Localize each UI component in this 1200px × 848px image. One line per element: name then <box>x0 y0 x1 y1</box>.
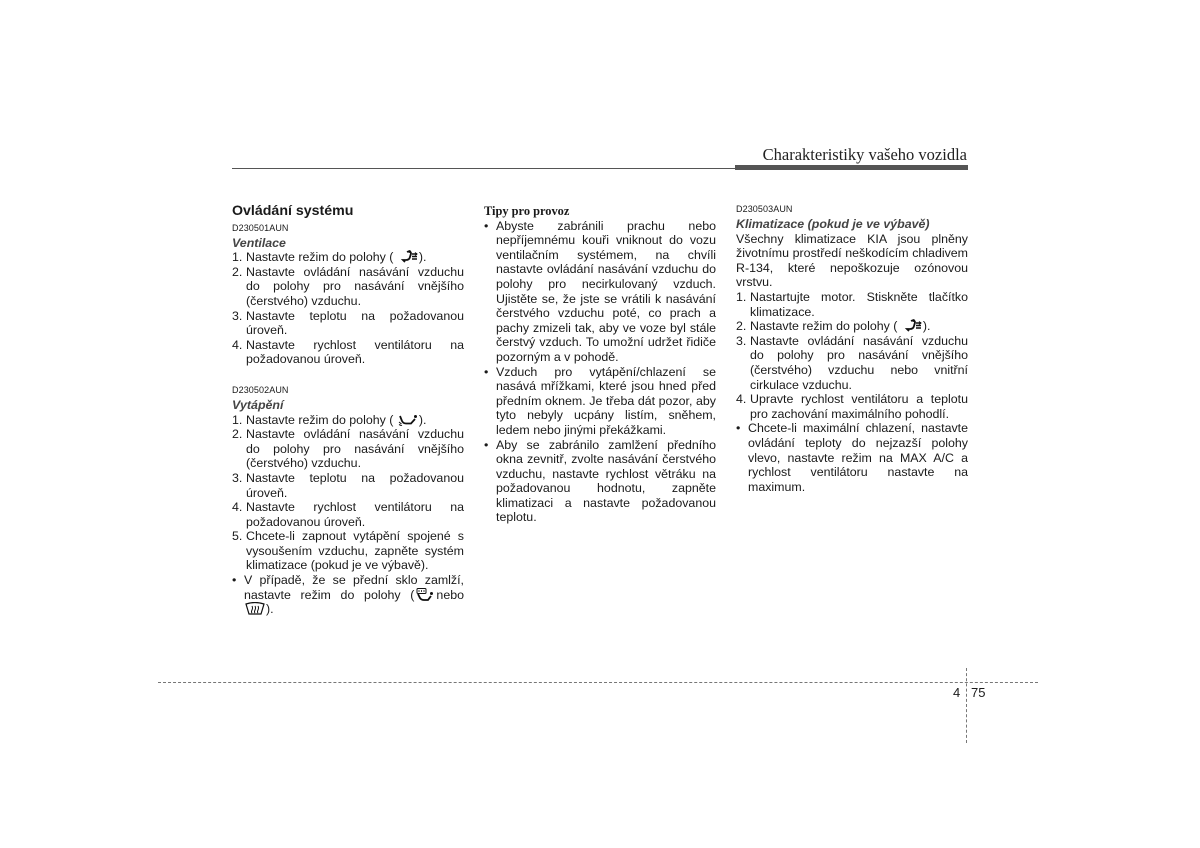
header-rule-accent <box>735 165 968 170</box>
step-number: 4. <box>736 392 747 407</box>
section-code: D230502AUN <box>232 384 289 395</box>
list-item <box>232 529 464 573</box>
step-number: 2. <box>736 319 747 334</box>
note-text-mid: nebo <box>436 587 464 602</box>
tips-heading: Tipy pro provoz <box>484 204 570 218</box>
tip-text: Vzduch pro vytápění/chlazení se nasává mřížkami, které jsou hned před předním oknem. Je třeba dát pozor, aby tyto nebyly ucpány listím, sněhem, ledem nebo jinými překážkami. <box>496 364 716 437</box>
list-item <box>232 309 464 338</box>
note-text: Chcete-li maximální chlazení, nastavte ovládání teploty do nejzazší polohy vlevo, nastavte režim na MAX A/C a rychlost ventilátoru nastavte na maximum. <box>748 421 968 494</box>
step-number: 4. <box>232 500 243 515</box>
step-number: 3. <box>736 333 747 348</box>
step-number: 1. <box>232 250 243 265</box>
column-right <box>736 204 968 494</box>
step-text-end: ). <box>922 319 931 334</box>
footer-rule <box>158 682 1038 683</box>
step-number: 1. <box>232 412 243 427</box>
floor-defrost-mode-icon <box>415 588 435 601</box>
list-item <box>736 319 968 334</box>
step-text: Nastavte ovládání nasávání vzduchu do polohy pro nasávání vnějšího (čerstvého) vzduchu nebo vnitřní cirkulace vzduchu. <box>750 333 968 392</box>
page-number: 75 <box>971 685 986 700</box>
step-text: Nastavte režim do polohy ( <box>750 319 898 334</box>
face-vent-mode-icon <box>398 250 418 263</box>
bullet-icon: • <box>484 364 489 379</box>
step-text: Upravte rychlost ventilátoru a teplotu pro zachování maximálního pohodlí. <box>750 392 968 421</box>
list-item <box>736 421 968 494</box>
ac-steps <box>736 290 968 421</box>
column-left <box>232 204 464 617</box>
heating-steps <box>232 413 464 574</box>
step-text: Nastavte rychlost ventilátoru na požadovanou úroveň. <box>246 500 464 529</box>
list-item <box>484 219 716 365</box>
footer-divider <box>966 668 967 743</box>
step-text: Nastavte ovládání nasávání vzduchu do polohy pro nasávání vnějšího (čerstvého) vzduchu. <box>246 427 464 471</box>
chapter-number: 4 <box>953 685 961 700</box>
list-item <box>484 365 716 438</box>
step-text: Nastavte režim do polohy ( <box>246 412 394 427</box>
step-text-end: ). <box>418 250 427 265</box>
face-vent-mode-icon <box>902 319 922 332</box>
bullet-icon: • <box>484 437 489 452</box>
step-text: Nastavte rychlost ventilátoru na požadovanou úroveň. <box>246 337 464 367</box>
defrost-mode-icon <box>245 602 265 615</box>
step-text-end: ). <box>418 412 427 427</box>
page-header-title: Charakteristiky vašeho vozidla <box>762 145 967 164</box>
step-text: Chcete-li zapnout vytápění spojené s vysoušením vzduchu, zapněte systém klimatizace (pokud je ve výbavě). <box>246 529 464 573</box>
ventilation-steps <box>232 250 464 367</box>
list-item <box>232 338 464 367</box>
step-number: 3. <box>232 470 243 485</box>
section-code: D230501AUN <box>232 222 289 233</box>
list-item <box>232 573 464 617</box>
section-code: D230503AUN <box>736 204 793 214</box>
subsection-heading: Ventilace <box>232 235 286 250</box>
list-item <box>232 413 464 428</box>
step-number: 3. <box>232 308 243 323</box>
intro-paragraph: Všechny klimatizace KIA jsou plněny životnímu prostředí neškodícím chladivem R-134, které nepoškozuje ozónovou vrstvu. <box>736 231 968 290</box>
list-item <box>736 334 968 392</box>
list-item <box>232 250 464 265</box>
tip-text: Abyste zabránili prachu nebo nepříjemnému kouři vniknout do vozu ventilačním systémem, na chvíli nastavte ovládání nasávání vzduchu do polohy pro necirkulovaný vzduch. Ujistěte se, že jste se vrátili k nasávání čerstvého vzduchu poté, co prach a pachy zmizeli tak, aby ve voze byl stále čerstvý vzduch. To umožní udržet řidiče pozorným a v pohodě. <box>496 218 716 364</box>
list-item <box>232 500 464 529</box>
step-number: 5. <box>232 529 243 544</box>
step-text: Nastavte režim do polohy ( <box>246 250 394 265</box>
list-item <box>484 438 716 526</box>
step-text: Nastavte ovládání nasávání vzduchu do polohy pro nasávání vnějšího (čerstvého) vzduchu. <box>246 264 464 308</box>
bullet-icon: • <box>484 218 489 233</box>
step-text: Nastartujte motor. Stiskněte tlačítko klimatizace. <box>750 289 968 319</box>
bullet-icon: • <box>232 573 237 588</box>
list-item <box>232 427 464 471</box>
floor-mode-icon <box>398 413 418 426</box>
heating-notes <box>232 573 464 617</box>
tip-text: Aby se zabránilo zamlžení předního okna zevnitř, zvolte nasávání čerstvého vzduchu, nastavte rychlost větráku na požadovanou hodnotu, zapněte klimatizaci a nastavte požadovanou teplotu. <box>496 437 716 525</box>
bullet-icon: • <box>736 421 741 436</box>
subsection-heading: Vytápění <box>232 397 284 412</box>
section-title: Ovládání systému <box>232 203 354 219</box>
tips-list <box>484 219 716 525</box>
note-text: V případě, že se přední sklo zamlží, nastavte režim do polohy ( <box>244 573 464 602</box>
step-number: 2. <box>232 427 243 442</box>
step-text: Nastavte teplotu na požadovanou úroveň. <box>246 308 464 338</box>
column-middle <box>484 204 716 525</box>
list-item <box>232 265 464 309</box>
subsection-heading: Klimatizace (pokud je ve výbavě) <box>736 217 930 231</box>
list-item <box>736 392 968 421</box>
step-number: 2. <box>232 264 243 279</box>
step-text: Nastavte teplotu na požadovanou úroveň. <box>246 470 464 500</box>
note-text-end: ). <box>266 602 274 617</box>
step-number: 4. <box>232 337 243 352</box>
ac-notes <box>736 421 968 494</box>
list-item <box>232 471 464 500</box>
step-number: 1. <box>736 289 747 304</box>
list-item <box>736 290 968 319</box>
